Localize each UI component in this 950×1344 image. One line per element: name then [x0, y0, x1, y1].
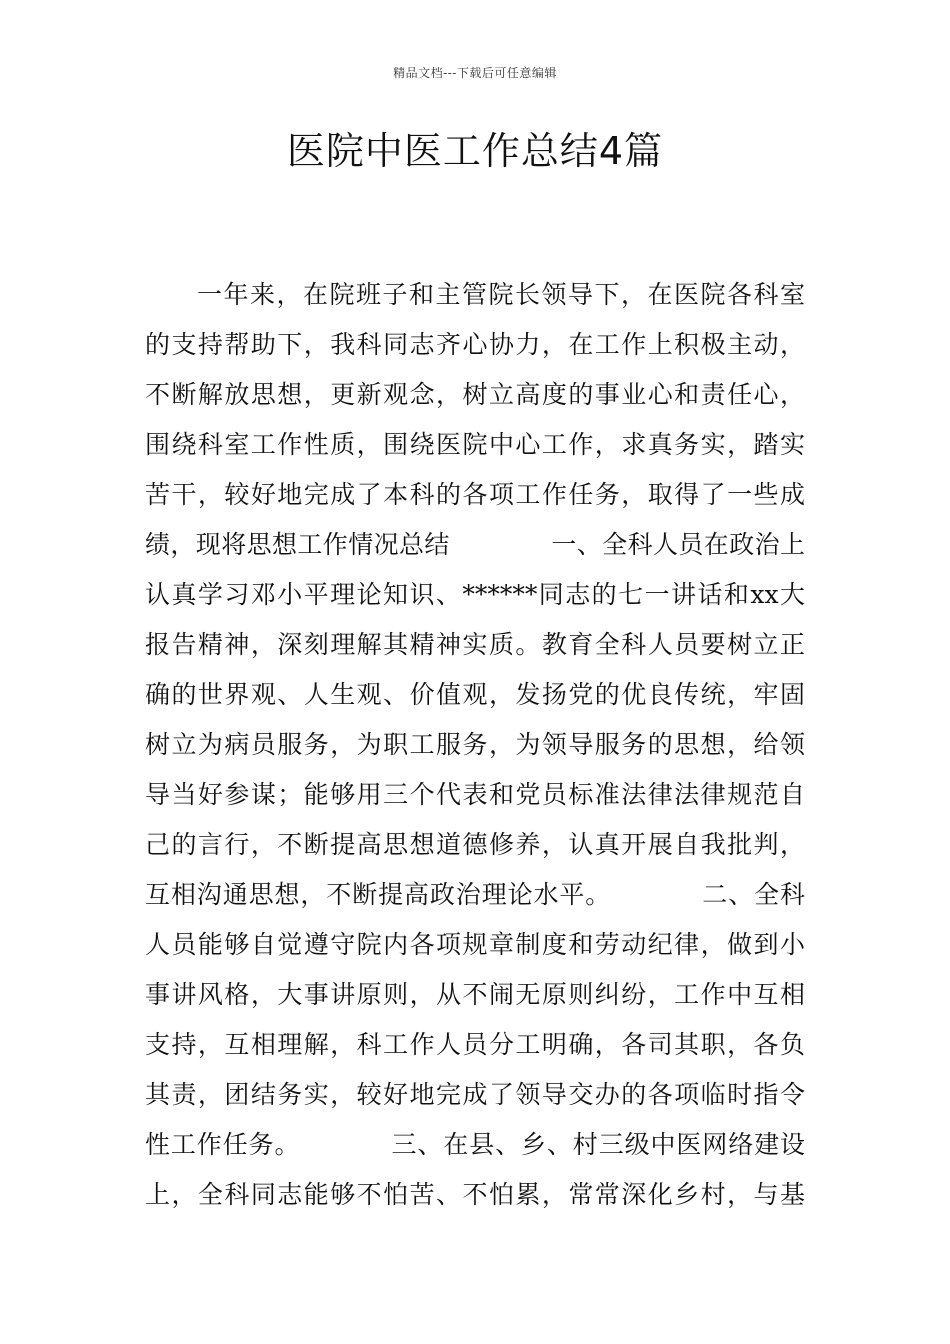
body-line: 事讲风格，大事讲原则，从不闹无原则纠纷，工作中互相: [145, 980, 805, 1009]
body-line: 己的言行，不断提高思想道德修养，认真开展自我批判，: [145, 830, 805, 859]
body-line: 认真学习邓小平理论知识、******同志的七一讲话和xx大: [145, 580, 805, 609]
header-note: 精品文档---下载后可任意编辑: [393, 66, 557, 80]
body-line: 一年来，在院班子和主管院长领导下，在医院各科室: [197, 280, 805, 309]
body-line: 树立为病员服务，为职工服务，为领导服务的思想，给领: [145, 730, 805, 759]
body-line: 不断解放思想，更新观念，树立高度的事业心和责任心，: [145, 380, 805, 409]
body-line: 性工作任务。 三、在县、乡、村三级中医网络建设: [145, 1130, 805, 1159]
document-title: 医院中医工作总结4篇: [286, 129, 664, 173]
body-line: 上，全科同志能够不怕苦、不怕累，常常深化乡村，与基: [145, 1180, 805, 1209]
body-line: 的支持帮助下，我科同志齐心协力，在工作上积极主动，: [145, 330, 805, 359]
body-line: 互相沟通思想，不断提高政治理论水平。 二、全科: [145, 880, 805, 909]
body-line: 支持，互相理解，科工作人员分工明确，各司其职，各负: [145, 1030, 805, 1059]
body-line: 绩，现将思想工作情况总结 一、全科人员在政治上: [145, 530, 805, 559]
document-body: [145, 270, 805, 1220]
body-line: 其责，团结务实，较好地完成了领导交办的各项临时指令: [145, 1080, 805, 1109]
body-line: 导当好参谋；能够用三个代表和党员标准法律法律规范自: [145, 780, 805, 809]
body-line: 围绕科室工作性质，围绕医院中心工作，求真务实，踏实: [145, 430, 805, 459]
body-line: 苦干，较好地完成了本科的各项工作任务，取得了一些成: [145, 480, 805, 509]
body-line: 确的世界观、人生观、价值观，发扬党的优良传统，牢固: [145, 680, 805, 709]
body-line: 报告精神，深刻理解其精神实质。教育全科人员要树立正: [145, 630, 805, 659]
body-line: 人员能够自觉遵守院内各项规章制度和劳动纪律，做到小: [145, 930, 805, 959]
